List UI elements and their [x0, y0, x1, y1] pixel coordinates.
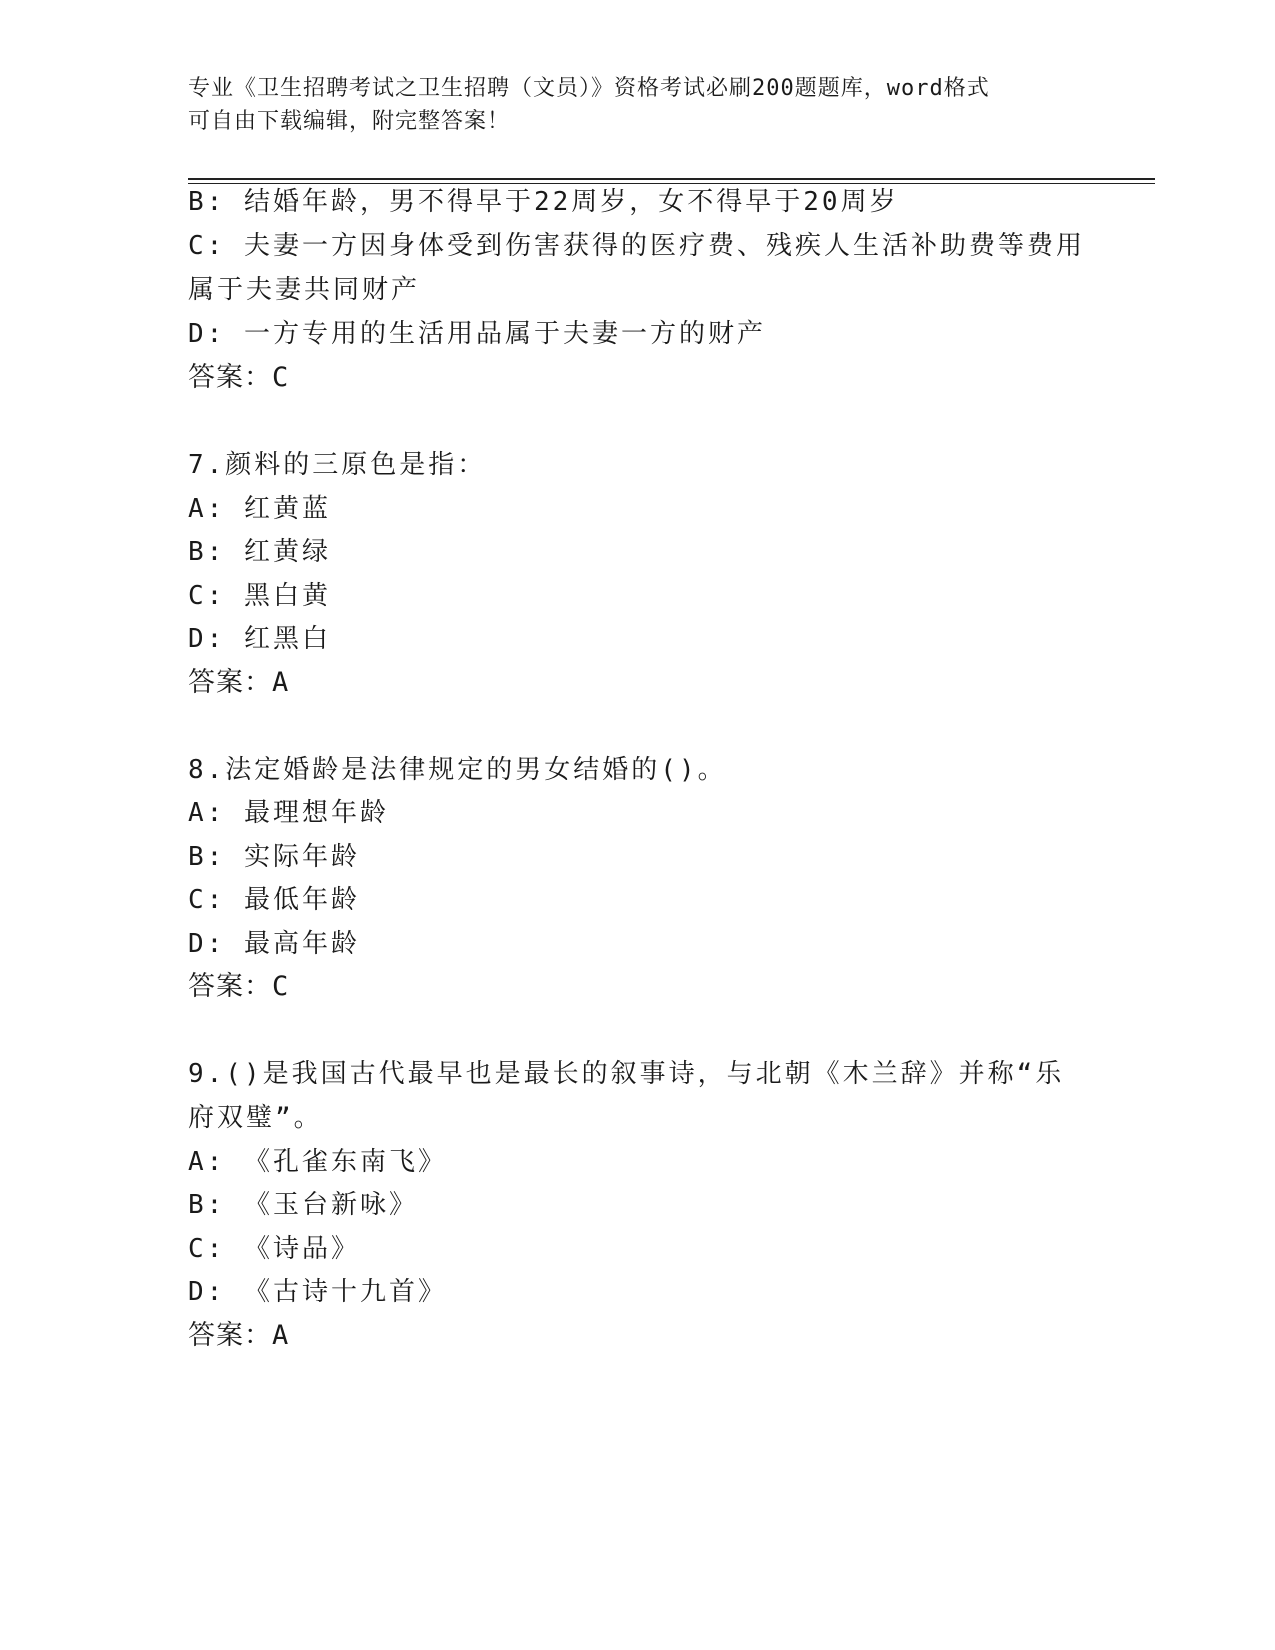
- q9-option-a: A: 《孔雀东南飞》: [188, 1147, 447, 1177]
- header-title-line-2: 可自由下载编辑，附完整答案！: [188, 109, 511, 134]
- q9-question-line-1: 9.()是我国古代最早也是最长的叙事诗，与北朝《木兰辞》并称“乐: [188, 1059, 1065, 1089]
- answer-value: C: [272, 971, 290, 1002]
- q7-option-c: C: 黑白黄: [188, 581, 331, 611]
- answer-label: 答案：: [188, 362, 272, 393]
- q7-option-b: B: 红黄绿: [188, 537, 331, 567]
- header-title-line-1: 专业《卫生招聘考试之卫生招聘（文员）》资格考试必刷200题题库，word格式: [188, 76, 990, 101]
- q7-option-d: D: 红黑白: [188, 624, 331, 654]
- q7-question: 7.颜料的三原色是指：: [188, 450, 487, 480]
- answer-label: 答案：: [188, 1320, 272, 1351]
- q8-option-c: C: 最低年龄: [188, 885, 360, 915]
- answer-label: 答案：: [188, 667, 272, 698]
- header-divider-thick: [188, 178, 1155, 180]
- q6-option-b: B: 结婚年龄，男不得早于22周岁，女不得早于20周岁: [188, 187, 899, 217]
- document-header: [188, 72, 1088, 138]
- q6-option-c-line-1: C: 夫妻一方因身体受到伤害获得的医疗费、残疾人生活补助费等费用: [188, 231, 1085, 261]
- q8-option-b: B: 实际年龄: [188, 842, 360, 872]
- q9-option-b: B: 《玉台新咏》: [188, 1190, 418, 1220]
- q6-option-d: D: 一方专用的生活用品属于夫妻一方的财产: [188, 319, 766, 349]
- q9-answer: [188, 1319, 289, 1353]
- q8-option-a: A: 最理想年龄: [188, 798, 389, 828]
- answer-value: A: [272, 667, 290, 698]
- q7-answer: [188, 666, 289, 700]
- q8-option-d: D: 最高年龄: [188, 929, 360, 959]
- q9-question-line-2: 府双璧”。: [188, 1103, 323, 1133]
- answer-label: 答案：: [188, 971, 272, 1002]
- answer-value: C: [272, 362, 290, 393]
- q6-answer: [188, 361, 289, 395]
- q9-option-d: D: 《古诗十九首》: [188, 1277, 447, 1307]
- q8-answer: [188, 970, 289, 1004]
- header-divider-thin: [188, 183, 1155, 184]
- q9-option-c: C: 《诗品》: [188, 1234, 360, 1264]
- q6-option-c-line-2: 属于夫妻共同财产: [188, 275, 421, 305]
- q7-option-a: A: 红黄蓝: [188, 494, 331, 524]
- q8-question: 8.法定婚龄是法律规定的男女结婚的()。: [188, 755, 727, 785]
- answer-value: A: [272, 1320, 290, 1351]
